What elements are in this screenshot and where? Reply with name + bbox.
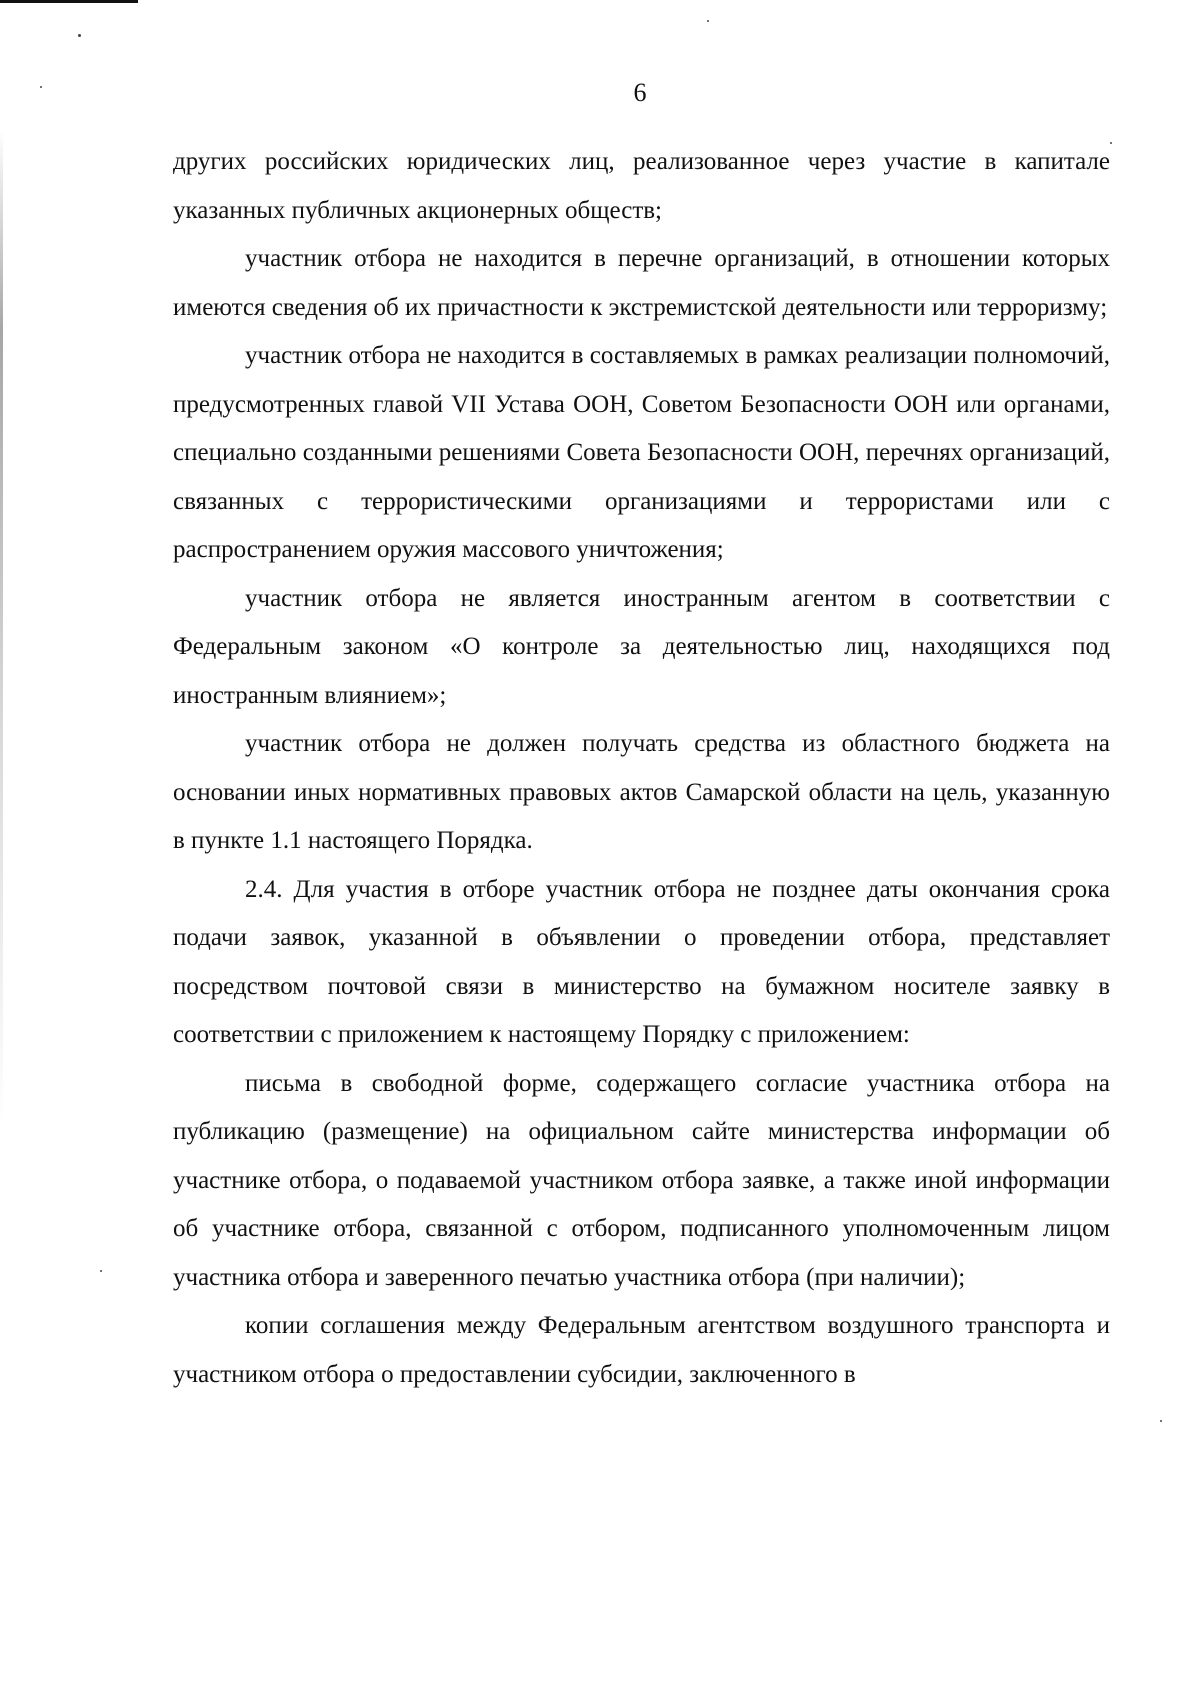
- scan-speck: [707, 20, 709, 22]
- paragraph-continuation: других российских юридических лиц, реализованное через участие в капитале указанных публичных акционерных обществ;: [173, 148, 1110, 224]
- paragraph-section-2-4: 2.4. Для участия в отборе участник отбора не позднее даты окончания срока подачи заявок, указанной в объявлении о проведении отбора, представляет посредством почтовой связи в министерство на бумажном носителе заявку в соответствии с приложением к настоящему Порядку с приложением:: [173, 875, 1110, 1048]
- scan-speck: [1160, 1420, 1162, 1422]
- paragraph-extremism-list: участник отбора не находится в перечне организаций, в отношении которых имеются сведения об их причастности к экстремистской деятельности или терроризму;: [173, 245, 1110, 321]
- paragraph-foreign-agent: участник отбора не является иностранным агентом в соответствии с Федеральным законом «О контроле за деятельностью лиц, находящихся под иностранным влиянием»;: [173, 584, 1110, 709]
- scan-speck: [1110, 142, 1112, 144]
- scan-speck: [78, 34, 81, 37]
- scan-speck: [100, 1270, 102, 1272]
- page-number: 6: [633, 78, 647, 107]
- scan-top-rule: [0, 0, 138, 3]
- paragraph-budget-funds: участник отбора не должен получать средства из областного бюджета на основании иных нормативных правовых актов Самарской области на цель, указанную в пункте 1.1 настоящего Порядка.: [173, 730, 1110, 854]
- paragraph-consent-letter: письма в свободной форме, содержащего согласие участника отбора на публикацию (размещение) на официальном сайте министерства информации об участнике отбора, о подаваемой участником отбора заявке, а также иной информации об участнике отбора, связанной с отбором, подписанного уполномоченным лицом участника отбора и заверенного печатью участника отбора (при наличии);: [173, 1069, 1110, 1291]
- scan-left-edge-shadow: [0, 130, 3, 1130]
- paragraph-agreement-copy: копии соглашения между Федеральным агентством воздушного транспорта и участником отбора о предоставлении субсидии, заключенного в: [173, 1312, 1110, 1388]
- document-body: [173, 138, 1110, 1399]
- paragraph-un-sanctions-list: участник отбора не находится в составляемых в рамках реализации полномочий, предусмотренных главой VII Устава ООН, Советом Безопасности ООН или органами, специально созданными решениями Совета Безопасности ООН, перечнях организаций, связанных с террористическими организациями и террористами или с распространением оружия массового уничтожения;: [173, 342, 1110, 563]
